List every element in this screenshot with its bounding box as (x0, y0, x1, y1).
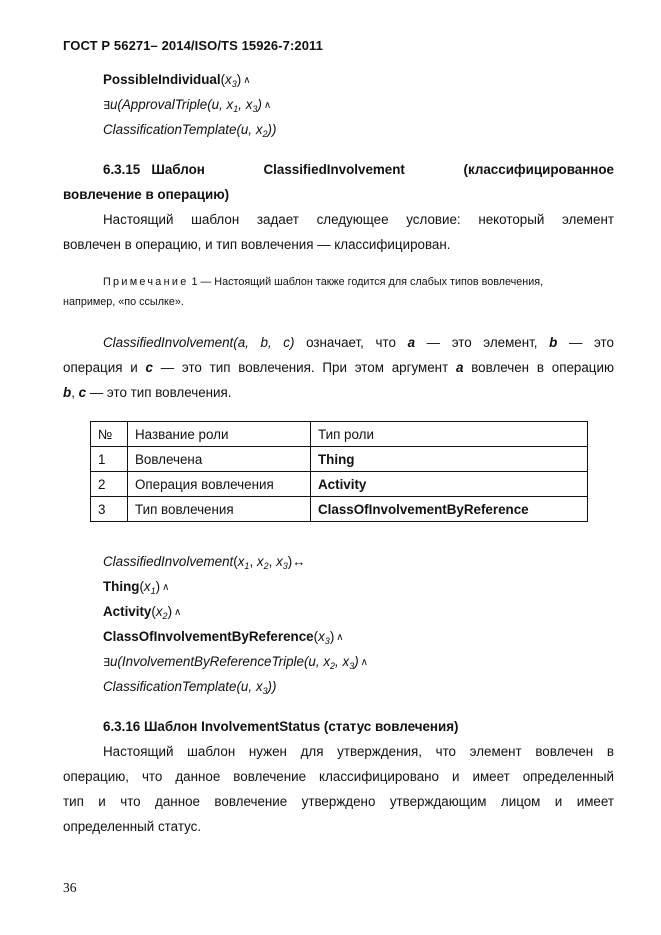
table-cell: Операция вовлечения (128, 472, 311, 497)
table-cell: Тип вовлечения (128, 497, 311, 522)
table-header-cell: Тип роли (311, 422, 588, 447)
paragraph-line: определенный статус. (63, 819, 202, 834)
formula-line: $ClassifiedInvolvement(x_1$, $x_2$, $x_3)\leftrightarrow$ (103, 554, 306, 571)
paragraph-line: вовлечен в операцию, и тип вовлечения — классифицирован. (63, 237, 451, 252)
table-cell: Вовлечена (128, 447, 311, 472)
section-heading: 6.3.16 Шаблон InvolvementStatus (статус вовлечения) (103, 719, 459, 734)
table-row (91, 447, 588, 472)
formula-line: $PossibleIndividual(x_3)$ ∧ (103, 72, 251, 89)
document-header: ГОСТ Р 56271– 2014/ISO/TS 15926-7:2011 (63, 38, 324, 53)
formula-line: ClassificationTemplate(u, $x_3$)) (103, 679, 277, 696)
paragraph-line: ClassifiedInvolvement(a, b, c) означает, что a — это элемент, b — это (103, 335, 614, 350)
table-header-cell: Название роли (128, 422, 311, 447)
note: Примечание 1 — Настоящий шаблон также годится для слабых типов вовлечения, (103, 276, 544, 288)
page-number: 36 (63, 880, 77, 895)
paragraph-line: операция и c — это тип вовлечения. При этом аргумент a вовлечен в операцию (63, 360, 614, 375)
table-cell: ClassOfInvolvementByReference (311, 497, 588, 522)
table-cell: 2 (91, 472, 128, 497)
paragraph-line: Настоящий шаблон нужен для утверждения, что элемент вовлечен в (103, 744, 614, 759)
table-header-cell: № (91, 422, 128, 447)
table-cell: 1 (91, 447, 128, 472)
formula-line: $ClassOfInvolvementByReference(x_3)$ ∧ (103, 629, 344, 646)
note-cont: например, «по ссылке». (63, 296, 184, 308)
table-row (91, 472, 588, 497)
formula-line: $Thing(x_1)$ ∧ (103, 579, 170, 596)
formula-line: ∃u(ApprovalTriple(u, $x_1$, $x_3$) ∧ (103, 97, 272, 114)
section-heading-cont: вовлечение в операцию) (63, 187, 230, 202)
paragraph-line: b, c — это тип вовлечения. (63, 385, 232, 400)
table-row (91, 497, 588, 522)
table-header-row (91, 422, 588, 447)
paragraph-line: тип и что данное вовлечение утверждено утверждающим лицом и имеет (63, 794, 614, 809)
paragraph-line: операцию, что данное вовлечение классифицировано и имеет определенный (63, 769, 614, 784)
table-cell: Activity (311, 472, 588, 497)
formula-line: $Activity(x_2)$ ∧ (103, 604, 182, 621)
formula-line: ∃u(InvolvementByReferenceTriple(u, $x_2$, $x_3$) ∧ (103, 654, 368, 671)
table-cell: Thing (311, 447, 588, 472)
formula-line: ClassificationTemplate(u, $x_2$)) (103, 122, 277, 139)
paragraph-line: Настоящий шаблон задает следующее условие: некоторый элемент (103, 212, 614, 227)
section-heading: 6.3.15 Шаблон ClassifiedInvolvement (классифицированное (103, 162, 614, 177)
table-cell: 3 (91, 497, 128, 522)
roles-table (90, 421, 588, 522)
